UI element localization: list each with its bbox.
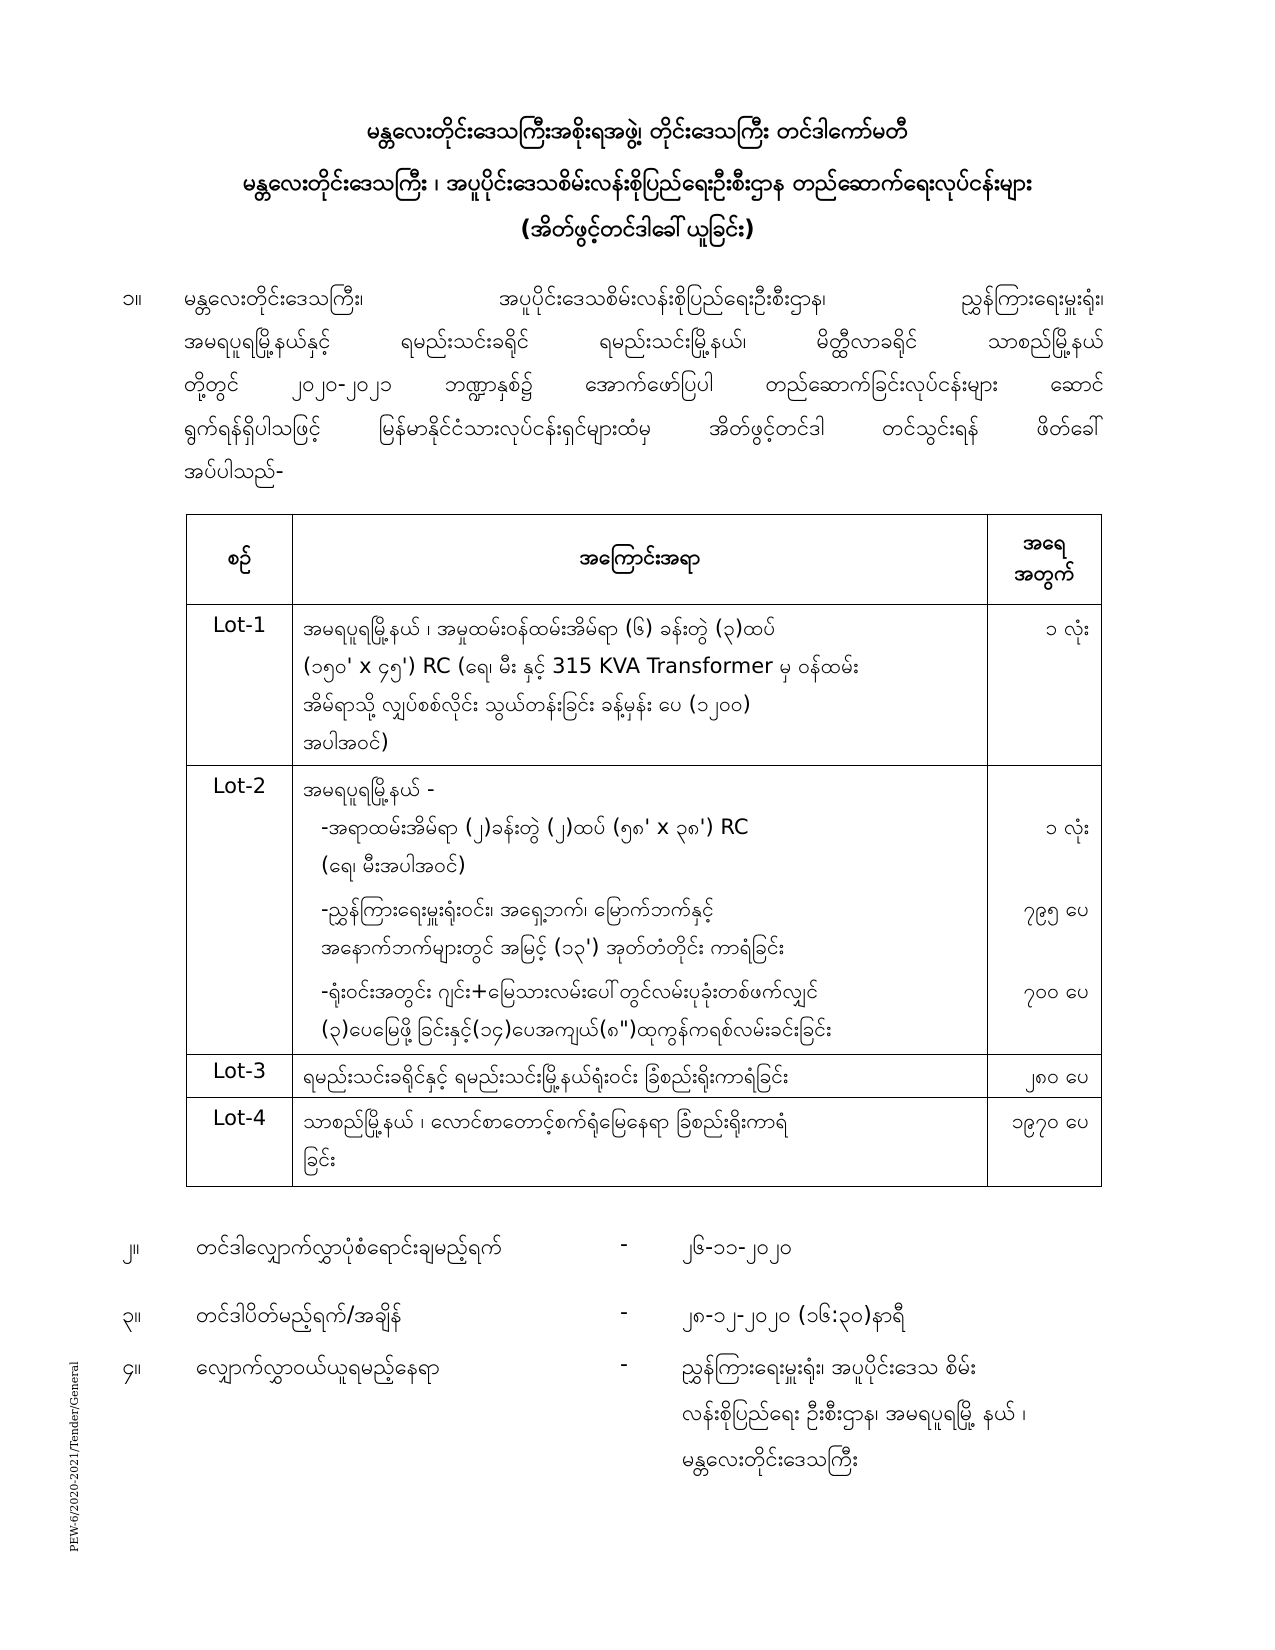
lot-number: Lot-4 [187, 1098, 293, 1187]
item-4-number: ၄။ [122, 1355, 142, 1380]
header-serial: စဉ် [187, 515, 293, 605]
item-2-number: ၂။ [122, 1235, 140, 1260]
lot-description-line: (၃)ပေမြေဖို့ခြင်းနှင့်(၁၄)ပေအကျယ်(၈")ထုကွန်ကရစ်လမ်းခင်းခြင်း [321, 1017, 832, 1041]
item-4-value-line: ညွှန်ကြားရေးမှူးရုံး၊ အပူပိုင်းဒေသ စိမ်း [682, 1355, 976, 1380]
table-row-lot-2 [187, 766, 1102, 1055]
lot-description-line: သာစည်မြို့နယ် ၊ လောင်စာတောင့်စက်ရုံမြေနေရာ ခြံစည်းရိုးကာရံ [303, 1109, 788, 1133]
item-3-dash: - [620, 1300, 628, 1325]
title-line-1: မန္တလေးတိုင်းဒေသကြီးအစိုးရအဖွဲ့၊ တိုင်းဒေသကြီး တင်ဒါကော်မတီ [366, 118, 909, 144]
header-quantity-line2: အတွက် [1014, 560, 1075, 585]
paragraph-1-line: မန္တလေးတိုင်းဒေသကြီး၊ အပူပိုင်းဒေသစိမ်းလန်းစိုပြည်ရေးဦးစီးဌာန၊ ညွှန်ကြားရေးမှူးရုံး၊ [184, 286, 1104, 311]
lot-description-line: ခြင်း [303, 1147, 336, 1171]
header-description: အကြောင်းအရာ [293, 515, 988, 605]
lot-description-line: အပါအ၀င်) [303, 730, 389, 754]
lot-quantity: ၇၉၅ ပေ [1023, 897, 1089, 921]
header-quantity-line1: အရေ [1023, 529, 1066, 554]
lot-description-line: အမရပူရမြို့နယ် ၊ အမှုထမ်း၀န်ထမ်းအိမ်ရာ (၆) ခန်းတွဲ (၃)ထပ် [303, 616, 776, 640]
lot-heading: အမရပူရမြို့နယ် - [303, 777, 435, 801]
lot-description-line: (ရေ၊ မီးအပါအ၀င်) [321, 853, 466, 877]
lot-description-line: -အရာထမ်းအိမ်ရာ (၂)ခန်းတွဲ (၂)ထပ် (၅၈' x ၃၈') RC [321, 815, 749, 839]
paragraph-1-line: တို့တွင် ၂၀၂၀-၂၀၂၁ ဘဏ္ဍာနှစ်၌ အောက်ဖော်ပြပါ တည်ဆောက်ခြင်းလုပ်ငန်းများ ဆောင် [184, 372, 1104, 397]
lots-table [186, 514, 1102, 1187]
item-2-value: ၂၆-၁၁-၂၀၂၀ [682, 1235, 793, 1260]
item-4-value-line: လန်းစိုပြည်ရေး ဦးစီးဌာန၊ အမရပူရမြို့ နယ် ၊ [682, 1401, 1026, 1426]
title-line-3: (အိတ်ဖွင့်တင်ဒါခေါ်ယူခြင်း) [520, 216, 755, 242]
item-2-dash: - [620, 1232, 628, 1257]
item-2-label: တင်ဒါလျှောက်လွှာပုံစံရောင်းချမည့်ရက် [196, 1235, 503, 1260]
paragraph-1-number: ၁။ [122, 285, 142, 311]
title-line-2: မန္တလေးတိုင်းဒေသကြီး ၊ အပူပိုင်းဒေသစိမ်းလန်းစိုပြည်ရေးဦးစီးဌာန တည်ဆောက်ရေးလုပ်ငန်းများ [243, 170, 1032, 196]
item-3-number: ၃။ [122, 1303, 142, 1328]
lot-number: Lot-1 [187, 605, 293, 766]
lot-description-line: ရမည်းသင်းခရိုင်နှင့် ရမည်းသင်းမြို့နယ်ရုံး၀င်း ခြံစည်းရိုးကာရံခြင်း [303, 1064, 789, 1088]
item-4-value-line: မန္တလေးတိုင်းဒေသကြီး [682, 1447, 858, 1472]
paragraph-1-line: ရွက်ရန်ရှိပါသဖြင့် မြန်မာနိုင်ငံသားလုပ်ငန်းရှင်များထံမှ အိတ်ဖွင့်တင်ဒါ တင်သွင်းရန် ဖိတ်ခေါ် [184, 416, 1104, 441]
table-row-lot-3 [187, 1055, 1102, 1098]
lot-description-line: အိမ်ရာသို့ လျှပ်စစ်လိုင်း သွယ်တန်းခြင်း ခန့်မှန်း ပေ (၁၂၀၀) [303, 692, 751, 716]
lot-quantity: ၁၉၇၀ ပေ [1011, 1109, 1089, 1133]
item-3-value: ၂၈-၁၂-၂၀၂၀ (၁၆:၃၀)နာရီ [682, 1303, 905, 1328]
lot-description-line: -ရုံး၀င်းအတွင်း ဂျင်း+မြေသားလမ်းပေါ်တွင်လမ်းပုခုံးတစ်ဖက်လျှင် [321, 979, 819, 1003]
table-header-row [187, 515, 1102, 605]
paragraph-1-line: အမရပူရမြို့နယ်နှင့် ရမည်းသင်းခရိုင် ရမည်းသင်းမြို့နယ်၊ မိတ္ထီလာခရိုင် သာစည်မြို့နယ် [184, 329, 1104, 354]
table-row-lot-1 [187, 605, 1102, 766]
table-row-lot-4 [187, 1098, 1102, 1187]
lot-description-line: -ညွှန်ကြားရေးမှူးရုံး၀င်း၊ အရှေ့ဘက်၊ မြောက်ဘက်နှင့် [321, 897, 714, 921]
lot-quantity: ၂၈၀ ပေ [1024, 1064, 1089, 1088]
lot-quantity: ၁ လုံး [1045, 616, 1089, 640]
document-reference-code: PEW-6/2020-2021/Tender/General [68, 1361, 81, 1552]
lot-number: Lot-3 [187, 1055, 293, 1098]
lot-description-line: အနောက်ဘက်များတွင် အမြင့် (၁၃') အုတ်တံတိုင်း ကာရံခြင်း [321, 935, 784, 959]
item-4-label: လျှောက်လွှာ၀ယ်ယူရမည့်နေရာ [196, 1355, 440, 1380]
header-quantity [988, 515, 1102, 605]
lot-quantity: ၇၀၀ ပေ [1023, 979, 1089, 1003]
lot-quantity: ၁ လုံး [1045, 815, 1089, 839]
lot-number: Lot-2 [187, 766, 293, 1055]
item-3-label: တင်ဒါပိတ်မည့်ရက်/အချိန် [196, 1303, 402, 1328]
item-4-dash: - [620, 1352, 628, 1377]
paragraph-1-line: အပ်ပါသည်- [184, 459, 284, 484]
lot-description-line: (၁၅၀' x ၄၅') RC (ရေ၊ မီး နှင့် 315 KVA Transformer မှ ၀န်ထမ်း [303, 654, 859, 678]
